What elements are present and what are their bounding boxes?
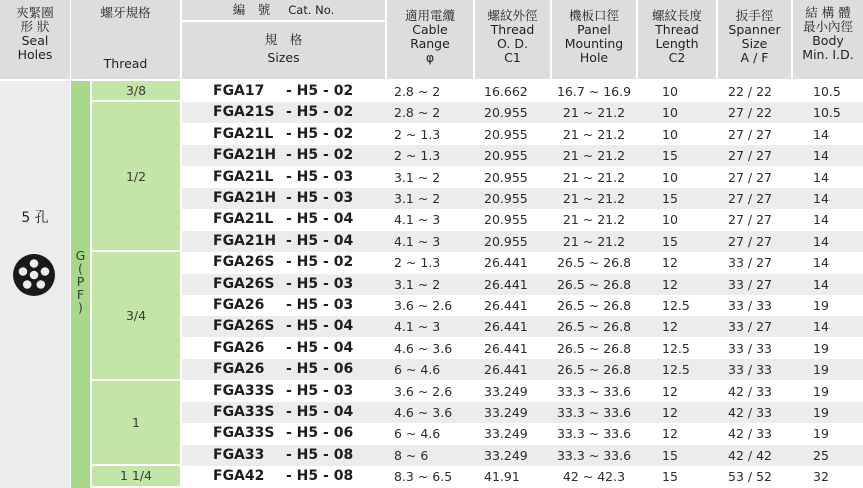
header-cable-en3: φ: [425, 50, 435, 65]
cell-panel: 33.3 ~ 33.6: [556, 447, 632, 463]
header-od-en1: Thread: [490, 22, 535, 37]
cell-len: 12: [662, 255, 678, 271]
cell-body: 10.5: [813, 105, 841, 121]
cell-len: 10: [662, 126, 678, 142]
cell-cable: 4.1 ~ 3: [394, 319, 441, 335]
header-od: [475, 0, 550, 79]
header-body-en2: Min. I.D.: [802, 47, 854, 62]
header-body-en1: Body: [812, 33, 844, 48]
cell-spanner: 42 / 42: [728, 447, 772, 463]
header-spanner-zh: 扳手徑: [735, 8, 774, 23]
cat-no: FGA17: [213, 83, 265, 99]
cat-no: FGA21H: [213, 232, 277, 249]
cell-od: 41.91: [484, 469, 520, 485]
thread-size-cell: 3/8: [92, 81, 180, 100]
header-od-en2: O. D.: [497, 36, 528, 51]
table-row: [182, 81, 863, 102]
cat-no: FGA33S: [213, 382, 275, 399]
cell-panel: 26.5 ~ 26.8: [556, 362, 632, 378]
cell-panel: 26.5 ~ 26.8: [556, 255, 632, 271]
table-row: [182, 316, 863, 337]
thread-type-label: [71, 249, 90, 314]
cell-len: 10: [662, 212, 678, 228]
cell-spanner: 42 / 33: [728, 426, 772, 442]
cell-cable: 3.6 ~ 2.6: [394, 298, 453, 313]
cell-od: 20.955: [484, 212, 528, 228]
header-spanner-en1: Spanner: [728, 22, 781, 37]
table-row: [182, 231, 863, 252]
cell-od: 20.955: [484, 126, 528, 142]
cat-no: FGA26: [213, 297, 265, 313]
table-row: [182, 423, 863, 444]
cell-od: 33.249: [484, 405, 528, 420]
cell-cable: 2.8 ~ 2: [394, 84, 441, 99]
cell-body: 25: [813, 447, 829, 463]
thread-size-cell: 1 1/4: [92, 466, 180, 485]
cat-suffix: - H5 - 04: [286, 318, 354, 335]
cat-no: FGA21L: [213, 125, 274, 142]
cell-spanner: 27 / 27: [728, 126, 772, 142]
cell-spanner: 27 / 27: [728, 212, 772, 228]
cell-panel: 42 ~ 42.3: [562, 469, 626, 485]
cat-suffix: - H5 - 04: [286, 339, 354, 356]
cat-no: FGA26: [213, 339, 265, 356]
header-catno: [182, 0, 385, 79]
cell-len: 12.5: [662, 298, 690, 313]
cell-od: 26.441: [484, 340, 528, 356]
cat-suffix: - H5 - 03: [286, 190, 354, 206]
header-thread: [71, 0, 180, 79]
cell-body: 14: [813, 319, 829, 335]
cell-cable: 2.8 ~ 2: [394, 105, 441, 121]
cell-body: 14: [813, 148, 829, 164]
cell-od: 20.955: [484, 148, 528, 164]
cell-len: 10: [662, 169, 678, 185]
cell-od: 20.955: [484, 233, 528, 249]
thread-type-char: ): [78, 300, 83, 315]
thread-type-char: F: [76, 287, 85, 302]
cat-no: FGA26S: [213, 275, 275, 292]
cell-len: 12: [662, 319, 678, 335]
header-seal: [0, 0, 70, 79]
five-hole-seal-icon: [12, 253, 56, 297]
cell-body: 14: [813, 255, 829, 271]
seal-label: 5 孔: [21, 210, 49, 226]
cell-len: 15: [662, 469, 678, 485]
cell-od: 20.955: [484, 191, 528, 206]
cell-spanner: 33 / 27: [728, 319, 772, 335]
cell-body: 14: [813, 212, 829, 228]
cell-body: 14: [813, 169, 829, 185]
cat-no: FGA26: [213, 361, 265, 378]
header-spanner: [718, 0, 791, 79]
header-spanner-en2: Size: [741, 36, 768, 51]
cat-suffix: - H5 - 03: [286, 382, 354, 399]
cat-no: FGA33S: [213, 425, 275, 442]
table-row: [182, 167, 863, 188]
table-row: [182, 124, 863, 145]
cell-panel: 21 ~ 21.2: [562, 212, 626, 228]
cell-len: 12: [662, 276, 678, 292]
table-row: [182, 274, 863, 295]
thread-type-char: G: [75, 248, 86, 263]
cell-panel: 21 ~ 21.2: [562, 233, 626, 249]
cell-spanner: 33 / 33: [728, 362, 772, 378]
cat-suffix: - H5 - 04: [286, 232, 354, 249]
cell-panel: 33.3 ~ 33.6: [556, 383, 632, 399]
cell-spanner: 27 / 22: [728, 105, 772, 121]
cat-suffix: - H5 - 03: [286, 297, 354, 313]
header-body-zh2: 最小內徑: [802, 19, 853, 34]
cell-len: 12.5: [662, 340, 690, 356]
cell-panel: 26.5 ~ 26.8: [556, 276, 632, 292]
cell-cable: 4.1 ~ 3: [394, 233, 441, 249]
header-panel-en2: Mounting: [564, 36, 624, 51]
cell-cable: 4.6 ~ 3.6: [394, 405, 453, 420]
cell-od: 20.955: [484, 105, 528, 121]
header-sizes-en: Sizes: [267, 50, 300, 65]
cell-len: 15: [662, 191, 678, 206]
cell-spanner: 53 / 52: [728, 469, 772, 485]
table-row: [182, 445, 863, 466]
cell-body: 19: [813, 298, 829, 313]
cell-cable: 4.1 ~ 3: [394, 212, 441, 228]
cell-len: 12: [662, 426, 678, 442]
cat-no: FGA21H: [213, 147, 277, 164]
cat-suffix: - H5 - 02: [286, 83, 354, 99]
cat-suffix: - H5 - 03: [286, 275, 354, 292]
header-thread-zh: 螺牙規格: [100, 5, 151, 20]
header-panel-en1: Panel: [577, 22, 611, 37]
cell-panel: 21 ~ 21.2: [562, 169, 626, 185]
cell-panel: 21 ~ 21.2: [562, 148, 626, 164]
header-seal-en1: Seal: [21, 33, 49, 48]
header-panel-en3: Hole: [579, 50, 609, 65]
cell-od: 26.441: [484, 362, 528, 378]
cell-panel: 26.5 ~ 26.8: [556, 298, 632, 313]
table-row: [182, 381, 863, 402]
cell-len: 10: [662, 84, 678, 99]
cell-cable: 2 ~ 1.3: [394, 148, 441, 164]
header-catno-en: Cat. No.: [288, 3, 335, 17]
header-length-en1: Thread: [655, 22, 699, 37]
header-cable-en1: Cable: [412, 22, 448, 37]
header-od-en3: C1: [504, 50, 521, 65]
header-spanner-en3: A / F: [740, 50, 769, 65]
cell-cable: 6 ~ 4.6: [394, 426, 441, 442]
cat-no: FGA21L: [213, 168, 274, 185]
cell-cable: 3.6 ~ 2.6: [394, 383, 453, 399]
cell-body: 19: [813, 362, 829, 378]
cat-suffix: - H5 - 04: [286, 404, 354, 420]
cell-cable: 3.1 ~ 2: [394, 169, 441, 185]
header-length: [638, 0, 716, 79]
cell-od: 33.249: [484, 383, 528, 399]
header-seal-zh1: 夾緊圈: [16, 5, 54, 20]
cell-od: 26.441: [484, 276, 528, 292]
header-cable: [387, 0, 473, 79]
cell-panel: 16.7 ~ 16.9: [556, 84, 632, 99]
cell-spanner: 42 / 33: [728, 383, 772, 399]
cell-spanner: 22 / 22: [728, 84, 772, 99]
cat-suffix: - H5 - 08: [286, 468, 354, 485]
header-body-zh1: 結 構 體: [805, 5, 851, 20]
cell-spanner: 33 / 27: [728, 276, 772, 292]
cell-cable: 3.1 ~ 2: [394, 191, 441, 206]
thread-size-cell: 1/2: [92, 102, 180, 250]
cell-od: 20.955: [484, 169, 528, 185]
cell-len: 15: [662, 233, 678, 249]
header-panel-zh: 機板口徑: [568, 8, 619, 23]
column-divider: [473, 0, 475, 79]
cell-len: 12: [662, 405, 678, 420]
cell-spanner: 42 / 33: [728, 405, 772, 420]
cell-od: 33.249: [484, 447, 528, 463]
header-catno-top: [182, 0, 385, 22]
cell-spanner: 27 / 27: [728, 233, 772, 249]
thread-type-char: (: [78, 261, 83, 276]
cell-spanner: 27 / 27: [728, 191, 772, 206]
cell-body: 19: [813, 405, 829, 420]
header-length-zh: 螺紋長度: [651, 8, 702, 23]
header-seal-en2: Holes: [17, 47, 53, 62]
cell-spanner: 27 / 27: [728, 169, 772, 185]
cell-cable: 2 ~ 1.3: [394, 126, 441, 142]
cell-len: 15: [662, 447, 678, 463]
cat-no: FGA21S: [213, 104, 275, 121]
header-cable-en2: Range: [410, 36, 450, 51]
cat-suffix: - H5 - 02: [286, 147, 354, 164]
cell-body: 14: [813, 233, 829, 249]
cat-suffix: - H5 - 06: [286, 425, 354, 442]
cell-body: 14: [813, 276, 829, 292]
cell-panel: 26.5 ~ 26.8: [556, 319, 632, 335]
cat-suffix: - H5 - 02: [286, 254, 354, 271]
cat-no: FGA26S: [213, 318, 275, 335]
table-row: [182, 188, 863, 209]
cell-len: 10: [662, 105, 678, 121]
cell-panel: 33.3 ~ 33.6: [556, 405, 632, 420]
cat-suffix: - H5 - 03: [286, 168, 354, 185]
cell-cable: 8.3 ~ 6.5: [394, 469, 453, 485]
cell-body: 14: [813, 191, 829, 206]
cell-spanner: 27 / 27: [728, 148, 772, 164]
cat-no: FGA21H: [213, 190, 277, 206]
cat-suffix: - H5 - 06: [286, 361, 354, 378]
thread-type-cell: [71, 81, 90, 488]
cell-panel: 26.5 ~ 26.8: [556, 340, 632, 356]
cat-no: FGA33: [213, 446, 265, 463]
thread-type-char: P: [76, 274, 85, 289]
header-thread-en: Thread: [103, 56, 148, 71]
cell-cable: 8 ~ 6: [394, 447, 429, 463]
cell-cable: 4.6 ~ 3.6: [394, 340, 453, 356]
cat-suffix: - H5 - 08: [286, 446, 354, 463]
cell-od: 26.441: [484, 319, 528, 335]
cat-no: FGA21L: [213, 211, 274, 228]
header-cable-zh: 適用電纜: [404, 8, 455, 23]
header-length-en2: Length: [655, 36, 699, 51]
cat-suffix: - H5 - 04: [286, 211, 354, 228]
cell-od: 26.441: [484, 298, 528, 313]
table-row: [182, 402, 863, 423]
cell-panel: 33.3 ~ 33.6: [556, 426, 632, 442]
table-row: [182, 102, 863, 123]
header-od-zh: 螺紋外徑: [487, 8, 538, 23]
table-row: [182, 359, 863, 380]
cell-cable: 2 ~ 1.3: [394, 255, 441, 271]
table-row: [182, 145, 863, 166]
table-row: [182, 295, 863, 316]
cell-cable: 6 ~ 4.6: [394, 362, 441, 378]
cell-cable: 3.1 ~ 2: [394, 276, 441, 292]
cat-no: FGA26S: [213, 254, 275, 271]
cat-suffix: - H5 - 02: [286, 104, 354, 121]
cell-body: 19: [813, 426, 829, 442]
cat-suffix: - H5 - 02: [286, 125, 354, 142]
cell-len: 12: [662, 383, 678, 399]
header-catno-zh: 編 號: [232, 2, 271, 17]
table-row: [182, 252, 863, 273]
cell-spanner: 33 / 33: [728, 340, 772, 356]
header-panel: [552, 0, 636, 79]
cell-od: 16.662: [484, 84, 528, 99]
table-row: [182, 338, 863, 359]
header-length-en3: C2: [668, 50, 686, 65]
cell-panel: 21 ~ 21.2: [562, 191, 626, 206]
cell-body: 14: [813, 126, 829, 142]
cell-body: 19: [813, 340, 829, 356]
cell-body: 10.5: [813, 84, 841, 99]
seal-holes-cell: [0, 81, 70, 488]
cell-od: 33.249: [484, 426, 528, 442]
header-body: [793, 0, 863, 79]
table-row: [182, 209, 863, 230]
cat-no: FGA33S: [213, 404, 275, 420]
cell-len: 12.5: [662, 362, 690, 378]
header-seal-zh2: 形 狀: [20, 19, 50, 34]
cell-body: 19: [813, 383, 829, 399]
cell-spanner: 33 / 27: [728, 255, 772, 271]
thread-size-cell: 1: [92, 381, 180, 465]
thread-size-cell: 3/4: [92, 252, 180, 378]
header-sizes-zh: 規 格: [264, 32, 303, 47]
cell-len: 15: [662, 148, 678, 164]
table-row: [182, 466, 863, 487]
cell-panel: 21 ~ 21.2: [562, 126, 626, 142]
cell-body: 32: [813, 469, 829, 485]
cell-panel: 21 ~ 21.2: [562, 105, 626, 121]
cell-od: 26.441: [484, 255, 528, 271]
cat-no: FGA42: [213, 468, 265, 485]
cell-spanner: 33 / 33: [728, 298, 772, 313]
